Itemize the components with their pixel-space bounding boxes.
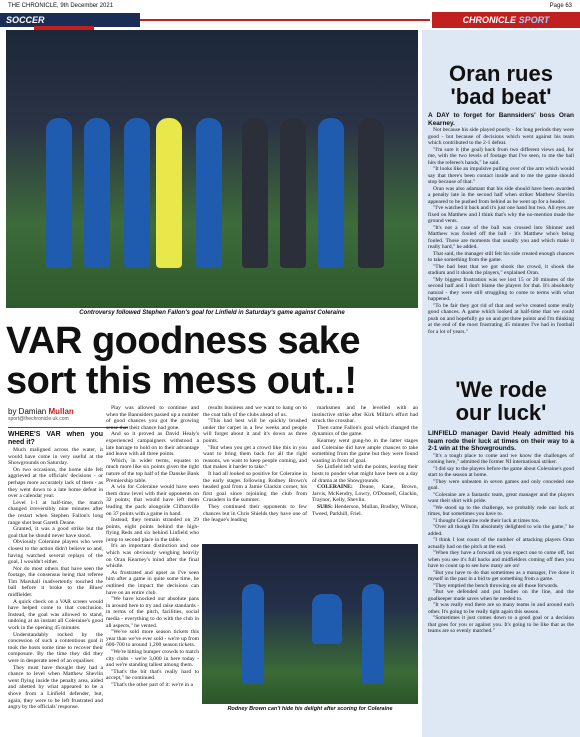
article-lead: WHERE'S VAR when you need it? (8, 431, 103, 446)
article-paragraph: "That's the bit that's really hard to accept," he continued. (106, 668, 199, 682)
sidebar-title-1 (426, 62, 576, 108)
sidebar-paragraph: "To be fair they got rid of that and we've created some really good chances. A game which looked at half-time that we could push on and hopefully go on and get three points and I'm thinking at the end of the most frustrating 45 minutes I've had in football for a lot of years." (428, 302, 574, 335)
top-line (0, 0, 580, 12)
sidebar-lead-1: A DAY to forget for Bannsiders' boss Oran Kearney. (428, 112, 574, 127)
article-paragraph: Much maligned across the water, it would have come in very useful at the Showgrounds on Saturday. (8, 447, 103, 467)
team-list: Deane, Kane, Brown, Jarvis, McKendry, Lowry, O'Donnell, Glackin, Traynor, Kelly, Shevlin. (312, 484, 418, 504)
player-figure (362, 584, 384, 684)
article-paragraph: Nor do most others that have seen the footage, the consensus being that referee Tim Marshall inadvertently touched the ball before it broke to the Blues' midfielder. (8, 565, 103, 599)
player-figure (84, 118, 110, 268)
article-paragraph: A quick check on a VAR screen would have helped come to that conclusion. Instead, the goal was allowed to stand, undoing at an instant all Coleraine's good work in the opening 45 minutes. (8, 598, 103, 632)
article-paragraph: It's an important distinction and one which was obviously weighing heavily on Oran Kearney's mind after the final whistle. (106, 543, 199, 570)
sidebar-paragraph: "It was really end there are so many teams in and around each other. It's going to be really tight again this season. (428, 602, 574, 615)
article-column-3 (203, 405, 307, 541)
main-photo (6, 30, 418, 308)
sidebar-paragraph: "I thought Coleraine rode their luck at times too. (433, 517, 540, 524)
header-rule (140, 19, 430, 21)
sidebar-paragraph: "They were unbeaten in seven games and only conceded one goal. (428, 478, 574, 491)
sidebar-paragraph: "Coleraine are a fantastic team, great manager and the players want their shirt with pride. (428, 491, 574, 504)
article-paragraph: Understandably rocked by the concession of such a contentious goal it took the hosts some time to recover their composure. By the time they did they were in desperate need of an equaliser. (8, 631, 103, 664)
article-paragraph: On two occasions, the home side felt aggrieved at the officials' decisions - or perhaps more accurately lack of them - as they went down to a late home defeat in over a calendar year. (8, 466, 103, 500)
goal-celebration-photo (202, 544, 418, 704)
sidebar-paragraph: Oran was also adamant that his side should have been awarded a penalty late in the second half when striker Matthew Shevlin appeared to be pushed from behind as he went up for a header. (428, 185, 574, 205)
brand-banner (432, 12, 580, 28)
article-paragraph: They must have thought they had a chance to level when Matthew Shevlin went flying inside the penalty area, aided and abetted by what appeared to be a shove from a Linfield defender, but, again, they were to be left frustrated and angry by the officials' response. (8, 664, 103, 711)
main-photo-caption: Controversy followed Stephen Fallon's goal for Linfield in Saturday's game against Coleraine (79, 310, 345, 316)
article-paragraph: "That's the other part of it: we're in a (111, 681, 193, 688)
sidebar-lead-2: LINFIELD manager David Healy admitted his team rode their luck at times on their way to a 2-1 win at the Showgrounds. (428, 430, 574, 452)
team-line-subs (312, 504, 418, 517)
byline-prefix: by Damian (8, 407, 47, 416)
article-paragraph: Play was allowed to continue and when the Bannsiders passed up a number of good chances you got the growing sense that their chance had gone. (106, 405, 199, 431)
sidebar-paragraph: "We stood up to the challenge, we probably rode our luck at times, but sometimes you have to. (428, 504, 574, 517)
sidebar-title-2 (426, 378, 576, 424)
article-paragraph: "We have knocked our absolute pans in around here to try and raise standards - in terms of the pitch, facilities, social media - everything to do with the club in all aspects," he vented. (106, 596, 199, 629)
sidebar-story-1 (428, 112, 574, 372)
article-paragraph: Obviously Coleraine players who were closest to the action didn't believe so and, having watched several replays of the goal, I wouldn't either. (8, 539, 103, 566)
article-column-1 (8, 431, 103, 736)
player-figure (242, 584, 264, 684)
sidebar-paragraph: "My biggest frustration was we lost 15 or 20 minutes of the second half and I don't blame the players for that. It's absolutely natural - they were still struggling to come to terms with what happened. (428, 276, 574, 302)
sidebar-title-1-line-2: 'bad beat' (450, 84, 552, 109)
section-tab (0, 13, 140, 27)
sidebar-paragraph: "I think I lost count of the number of attacking players Oran actually had on the pitch at the end. (428, 537, 574, 550)
brand-name: CHRONICLE (462, 15, 517, 25)
sidebar-paragraph: "It's a tough place to come and we know the challenges of coming here," admitted the former NI international striker. (428, 452, 574, 465)
sidebar-paragraph: "It's not a case of the ball was crossed into Shinner and Matthew was fouled off the ball - it's Matthew who's being fouled. Those are moments that usually you and which make it really hard," he added. (428, 224, 574, 250)
article-paragraph: "This had best will be quickly brushed under the carpet in a few weeks and people will forget about it and it's down as three points. (203, 418, 307, 444)
headline (6, 321, 418, 401)
sidebar-title-1-line-1: Oran rues (449, 61, 553, 86)
sidebar-title-2-line-2: our luck' (455, 400, 547, 425)
team-label: COLERAINE: (317, 484, 353, 491)
article-paragraph: Kearney went gung-ho in the latter stages and Coleraine did have ample chances to take something from the game but they were found wanting in front of goal. (312, 437, 418, 464)
sidebar-paragraph: "But we defended and put bodies on the line, and the goalkeeper made saves when he needed to. (428, 589, 574, 602)
article-paragraph: Granted, it was a good strike but the goal that he should never have stood. (8, 526, 103, 539)
player-figure (196, 118, 222, 268)
sidebar-paragraph: "The bad beat that we got shook the crowd, it shook the stadium and it shook the players," explained Oran. (428, 263, 574, 276)
headline-line-2: sort this mess out..! (6, 360, 357, 402)
subs-label: SUBS: (317, 503, 333, 510)
player-figure (124, 118, 150, 268)
article-paragraph: Level 1-1 at half-time, the match changed irreversibly nine minutes after the restart when Stephen Fallon's long range shot beat Gareth Deane. (8, 499, 103, 526)
article-paragraph: They continued their opponents to few chances but in Chris Shields they have one of the league's leading (203, 503, 307, 524)
sidebar-paragraph: "But you have to do that sometimes as a manager, I've done it myself in the past in a bid to get something from a game. (428, 569, 574, 582)
article-column-2 (106, 405, 199, 736)
article-paragraph: It had all looked so positive for Coleraine in the early stages following Rodney Brown's headed goal from a Jamie Glackin corner, his first goal since rejoining the club from Crusaders in the summer. (203, 470, 307, 504)
player-figure (46, 118, 72, 268)
sidebar-paragraph: "I've watched it back and it's just one hand but two. All eyes are fixed on Matthew and I think that's why the no-mention made the ground vents. (428, 205, 574, 224)
article-paragraph: marksmen and he levelled with an instinctive strike after Kirk Millar's effort had struck the crossbar. (312, 405, 418, 425)
sidebar-paragraph: "Over all though I'm absolutely delighted to win the game," he added. (428, 524, 574, 537)
sidebar-paragraph: "When they have a forward on you expect one to come off, but when you see it's full backs and midfielders coming off then you have to count up to see how many are on! (428, 550, 574, 569)
sidebar-paragraph: That said, the manager still felt his side created enough chances to take something from the game. (428, 250, 574, 263)
article-paragraph: "But when you get a crowd like this in you want to bring them back for all the right reasons, we want to keep people coming, and that makes it harder to take." (203, 444, 307, 471)
article-paragraph: Which, in wider terms, equates to much more like six points given the tight nature of the top half of the Danske Bank Premiership table. (106, 457, 199, 484)
article-paragraph: Instead, they remain stranded on 29 points, eight points behind the high-flying Reds and six behind Linfield who jump to second place in the table. (106, 517, 199, 543)
sidebar-story-2 (428, 430, 574, 732)
page-number: Page 63 (549, 3, 572, 9)
sidebar-title-2-line-1: 'We rode (455, 377, 547, 402)
article-paragraph: "We're hitting bumper crowds to match city clubs - we're 3,000 in here today - and we're standing tallest among them. (106, 648, 199, 669)
sidebar-paragraph: "Sometimes it just comes down to a good goal or a decision that goes for you or against you. It's going to be like that as the teams are so evenly matched." (428, 615, 574, 634)
sidebar-paragraph: "I'm sure it (the goal) back from two different views and, for me, with the two levels of footage that I've seen, to me the ball hits the referee's hands," he said. (428, 146, 574, 166)
player-figure (312, 594, 342, 644)
article-paragraph: "We've sold more season tickets this year than we've ever sold - we're up from 600-700 to around 1,200 season tickets. (106, 629, 199, 649)
article-paragraph: And so it proved as David Healy's experienced campaigners withstood a late barrage to hold on to their advantage and leave with all three points. (106, 431, 199, 458)
sidebar-paragraph: "It looks like an impulsive pulling over of the arm which would say that there's been contact inside and to me the game should stop because of that." (428, 166, 574, 185)
player-figure (280, 118, 306, 268)
paper-dateline: THE CHRONICLE, 9th December 2021 (8, 3, 114, 9)
article-column-4 (312, 405, 418, 541)
referee-figure (156, 118, 182, 268)
brand-sport: SPORT (518, 15, 550, 25)
goal-photo-caption: Rodney Brown can't hide his delight after scoring for Coleraine (227, 706, 393, 712)
article-paragraph: So Linfield left with the points, leaving their hosts to ponder what might have been on a day of drama at the Showgrounds. (312, 464, 418, 484)
byline-name: Mullan (48, 407, 74, 416)
article-paragraph: Then came Fallon's goal which changed the dynamics of the game. (312, 424, 418, 438)
player-figure (358, 118, 384, 268)
article-paragraph: A win for Coleraine would have seen them draw level with their opponents on 32 points; that would have left them leading the pack alongside Cliftonville on 37 points with a game in hand. (106, 484, 199, 517)
article-paragraph: results business and we want to hang on to the coat tails of the clubs ahead of us. (203, 405, 307, 418)
sidebar-paragraph: "They emptied the bench throwing on all those forwards. (433, 582, 559, 589)
article-paragraph: As frustrated and upset as I've seen him after a game in quite some time, he outlined the impact the decisions can have on an entire club. (106, 569, 199, 596)
player-figure (318, 118, 344, 268)
team-line-coleraine (312, 484, 418, 504)
headline-line-1: VAR goodness sake (6, 320, 361, 362)
sidebar-paragraph: "I did say to the players before the game about Coleraine's good start to the season at home. (428, 465, 574, 478)
subs-list: Henderson, Mullan, Bradley, Wilson, Tweed, Parkhill, Friel. (312, 503, 418, 517)
sidebar-paragraph: Not because his side played poorly - for long periods they were good - but because of decisions which went against his team which contributed to the 2-1 defeat. (428, 127, 574, 146)
section-label: SOCCER (6, 15, 45, 25)
player-figure (242, 118, 268, 268)
byline-email: sport@thechronicle.uk.com (8, 416, 69, 422)
